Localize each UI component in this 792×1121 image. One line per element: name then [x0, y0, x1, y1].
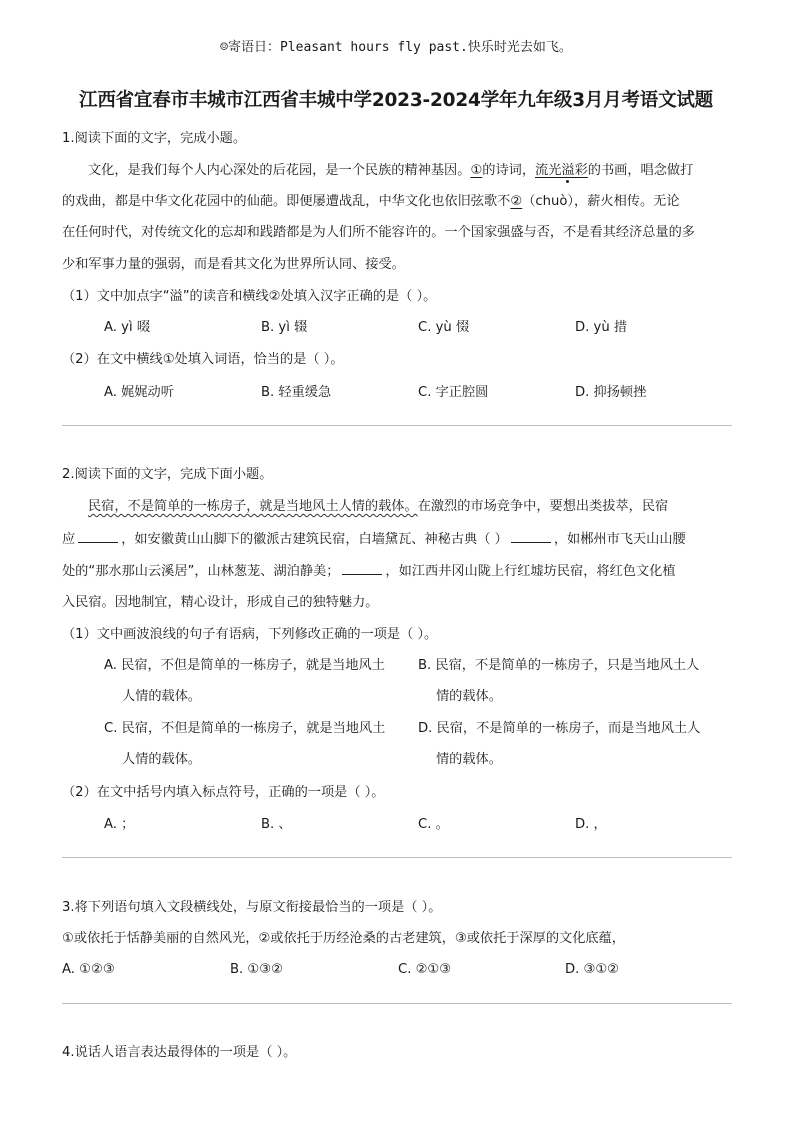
q3-option-c[interactable]: C. ②①③	[398, 962, 452, 977]
blank-2: ②	[510, 194, 523, 209]
divider	[62, 1003, 732, 1004]
q2-sub1: （1）文中画波浪线的句子有语病，下列修改正确的一项是（ ）。	[62, 627, 438, 642]
page-title: 江西省宜春市丰城市江西省丰城中学2023-2024学年九年级3月月考语文试题	[79, 90, 713, 111]
q2-sub2: （2）在文中括号内填入标点符号，正确的一项是（ ）。	[62, 785, 385, 800]
blank-line	[342, 561, 382, 575]
q1-sub1-option-c[interactable]: C. yù 惙	[418, 320, 470, 335]
q1-sub2-option-d[interactable]: D. 抑扬顿挫	[575, 385, 647, 400]
q1-sub1-option-d[interactable]: D. yù 措	[575, 320, 628, 335]
q2-para-line3: 处的“那水那山云溪居”，山林葱茏、湖泊静美； ，如江西井冈山陇上行红墟坊民宿，将红色文化植	[62, 561, 676, 582]
q2-sub1-option-c[interactable]: C. 民宿，不但是简单的一栋房子，就是当地风土	[104, 721, 386, 736]
q1-sub1-option-b[interactable]: B. yì 辍	[261, 320, 308, 335]
q1-para-line3: 在任何时代，对传统文化的忘却和践踏都是为人们所不能容许的。一个国家强盛与否，不是看其经济总量的多	[62, 225, 695, 240]
q4-stem: 4.说话人语言表达最得体的一项是（ ）。	[62, 1045, 297, 1060]
q2-stem: 2.阅读下面的文字，完成下面小题。	[62, 467, 273, 482]
q2-sub2-option-c[interactable]: C. 。	[418, 817, 449, 832]
q2-sub1-option-b[interactable]: B. 民宿，不是简单的一栋房子，只是当地风土人	[418, 658, 700, 673]
q2-sub1-option-a-cont: 人情的载体。	[122, 689, 202, 704]
q3-stem: 3.将下列语句填入文段横线处，与原文衔接最恰当的一项是（ ）。	[62, 900, 442, 915]
q1-sub1-option-a[interactable]: A. yì 啜	[104, 320, 151, 335]
q3-items: ①或依托于恬静美丽的自然风光，②或依托于历经沧桑的古老建筑，③或依托于深厚的文化底蕴，	[62, 931, 625, 946]
q2-sub2-option-a[interactable]: A. ；	[104, 817, 135, 832]
q1-para-line1: 文化，是我们每个人内心深处的后花园，是一个民族的精神基因。①的诗词，流光溢彩的书画，唱念做打	[88, 163, 694, 178]
dotted-char: 溢	[561, 163, 575, 178]
q1-stem: 1.阅读下面的文字，完成小题。	[62, 131, 247, 146]
blank-line	[78, 529, 118, 543]
q2-sub1-option-c-cont: 人情的载体。	[122, 752, 202, 767]
q2-sub1-option-d-cont: 情的载体。	[436, 752, 502, 767]
q2-sub1-option-a[interactable]: A. 民宿，不但是简单的一栋房子，就是当地风土	[104, 658, 385, 673]
q1-sub2-option-b[interactable]: B. 轻重缓急	[261, 385, 332, 400]
wavy-sentence: 民宿，不是简单的一栋房子，就是当地风土人情的载体。	[88, 499, 418, 514]
q3-option-b[interactable]: B. ①③②	[230, 962, 283, 977]
q2-sub2-option-b[interactable]: B. 、	[261, 817, 292, 832]
q3-option-d[interactable]: D. ③①②	[565, 962, 620, 977]
blank-line	[511, 529, 551, 543]
q1-sub2-option-a[interactable]: A. 娓娓动听	[104, 385, 174, 400]
q1-para-line4: 少和军事力量的强弱，而是看其文化为世界所认同、接受。	[62, 257, 405, 272]
underlined-word: 流光溢彩	[535, 163, 588, 178]
divider	[62, 857, 732, 858]
q1-para-line2: 的戏曲，都是中华文化花园中的仙葩。即便屡遭战乱，中华文化也依旧弦歌不②（chuò），薪火相传。无论	[62, 194, 680, 209]
q2-sub2-option-d[interactable]: D. ，	[575, 817, 607, 832]
blank-1: ①	[470, 163, 483, 178]
divider	[62, 425, 732, 426]
q1-sub1: （1）文中加点字“溢”的读音和横线②处填入汉字正确的是（ ）。	[62, 289, 437, 304]
q2-sub1-option-b-cont: 情的载体。	[436, 689, 502, 704]
motto-line: ☺寄语日：Pleasant hours fly past.快乐时光去如飞。	[220, 40, 572, 55]
q1-sub2: （2）在文中横线①处填入词语，恰当的是（ ）。	[62, 352, 344, 367]
q1-sub2-option-c[interactable]: C. 字正腔圆	[418, 385, 489, 400]
q2-para-line2: 应 ，如安徽黄山山脚下的徽派古建筑民宿，白墙黛瓦、神秘古典（ ） ，如郴州市飞天山山腰	[62, 529, 686, 550]
q3-option-a[interactable]: A. ①②③	[62, 962, 115, 977]
q2-sub1-option-d[interactable]: D. 民宿，不是简单的一栋房子，而是当地风土人	[418, 721, 701, 736]
q2-para-line1: 民宿，不是简单的一栋房子，就是当地风土人情的载体。在激烈的市场竞争中，要想出类拔萃，民宿	[88, 499, 669, 514]
q2-para-line4: 入民宿。因地制宜，精心设计，形成自己的独特魅力。	[62, 595, 379, 610]
